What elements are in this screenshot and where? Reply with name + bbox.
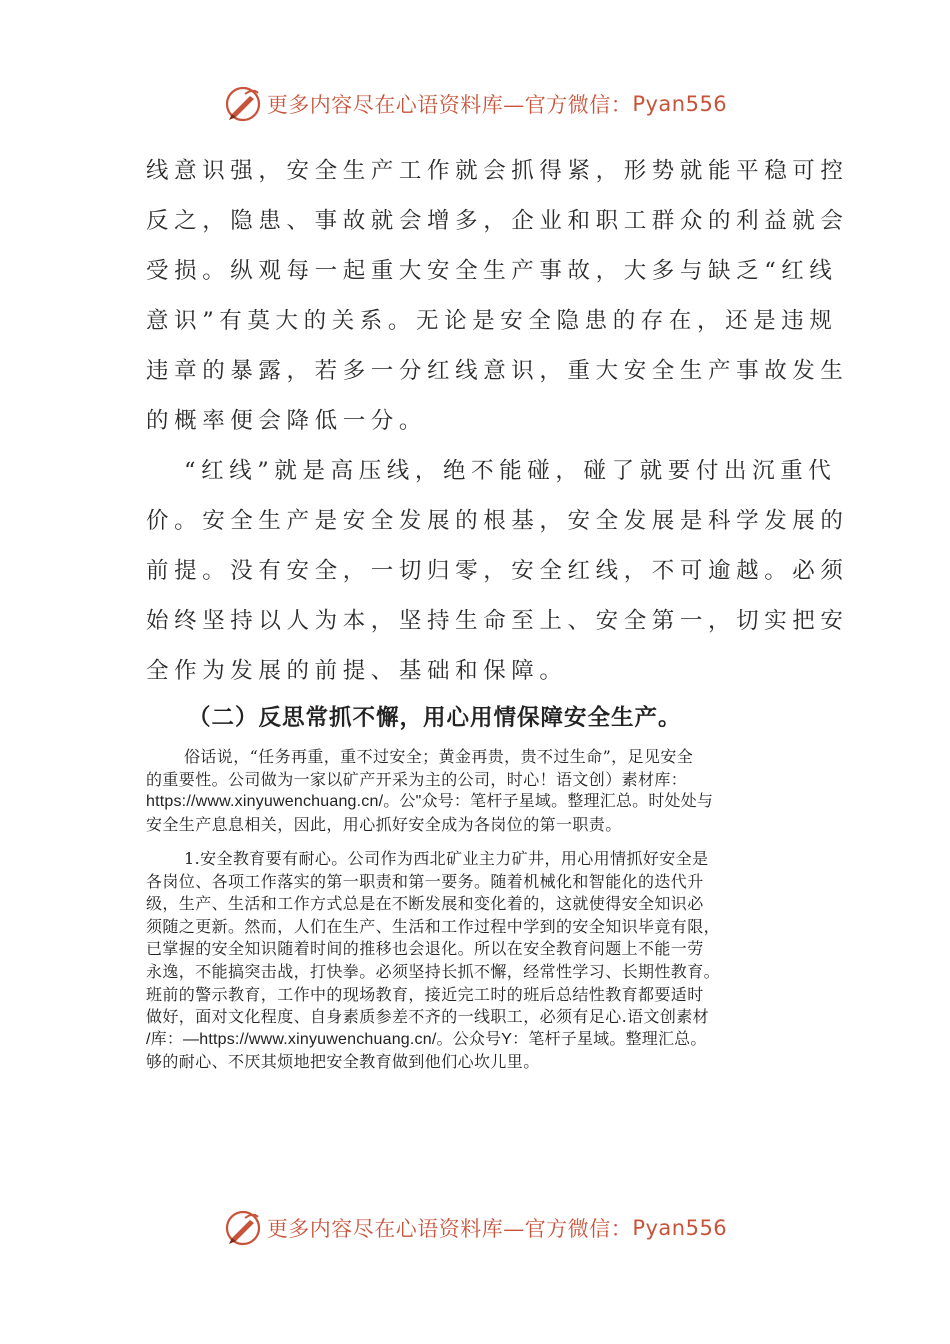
paragraph-3 bbox=[146, 746, 816, 836]
text-line: 各岗位、各项工作落实的第一职责和第一要务。随着机械化和智能化的迭代升 bbox=[146, 871, 704, 891]
paragraph-2 bbox=[146, 446, 849, 696]
text-line: 线意识强，安全生产工作就会抓得紧，形势就能平稳可控 bbox=[146, 158, 849, 184]
text-line: 受损。纵观每一起重大安全生产事故，大多与缺乏“红线 bbox=[146, 258, 838, 284]
text-line: 反之，隐患、事故就会增多，企业和职工群众的利益就会 bbox=[146, 208, 849, 234]
text-line: https://www.xinyuwenchuang.cn/。公"众号：笔杆子星域。整理汇总。时处处与 bbox=[146, 793, 714, 811]
text-line: 违章的暴露，若多一分红线意识，重大安全生产事故发生 bbox=[146, 358, 849, 384]
text-line: 意识”有莫大的关系。无论是安全隐患的存在，还是违规 bbox=[146, 308, 838, 334]
text-line: 班前的警示教育，工作中的现场教育，接近完工时的班后总结性教育都要适时 bbox=[146, 984, 704, 1004]
banner-text: 更多内容尽在心语资料库—官方微信： bbox=[266, 1217, 633, 1241]
text-line: 前提。没有安全，一切归零，安全红线，不可逾越。必须 bbox=[146, 558, 849, 584]
pen-logo-icon bbox=[223, 84, 263, 124]
header-banner bbox=[0, 84, 950, 124]
paragraph-1 bbox=[146, 146, 849, 446]
text-line: “红线”就是高压线，绝不能碰，碰了就要付出沉重代 bbox=[184, 458, 837, 484]
text-line: 永逸，不能搞突击战，打快拳。必须坚持长抓不懈，经常性学习、长期性教育。 bbox=[146, 961, 721, 981]
text-line: 的概率便会降低一分。 bbox=[146, 408, 428, 434]
text-line: 级，生产、生活和工作方式总是在不断发展和变化着的，这就使得安全知识必 bbox=[146, 894, 704, 914]
text-line: 俗话说，“任务再重，重不过安全；黄金再贵，贵不过生命”，足见安全 bbox=[184, 747, 694, 766]
text-line: 须随之更新。然而，人们在生产、生活和工作过程中学到的安全知识毕竟有限， bbox=[146, 916, 721, 936]
wechat-id: Pyan556 bbox=[632, 92, 728, 116]
footer-banner bbox=[0, 1208, 950, 1248]
text-line: 价。安全生产是安全发展的根基，安全发展是科学发展的 bbox=[146, 508, 849, 534]
wechat-id: Pyan556 bbox=[632, 1216, 728, 1240]
text-line: 1.安全教育要有耐心。公司作为西北矿业主力矿井，用心用情抓好安全是 bbox=[184, 849, 709, 868]
text-line: 已掌握的安全知识随着时间的推移也会退化。所以在安全教育问题上不能一劳 bbox=[146, 939, 704, 959]
banner-text: 更多内容尽在心语资料库—官方微信： bbox=[266, 93, 633, 117]
text-line: /库：—https://www.xinyuwenchuang.cn/。公众号Y：笔杆子星域。整理汇总。 bbox=[146, 1030, 707, 1048]
paragraph-4 bbox=[146, 848, 816, 1074]
text-line: 的重要性。公司做为一家以矿产开采为主的公司，时心！语文创）素材库： bbox=[146, 769, 688, 789]
text-line: 全作为发展的前提、基础和保障。 bbox=[146, 658, 568, 684]
text-line: 做好，面对文化程度、自身素质参差不齐的一线职工，必须有足心.语文创素材 bbox=[146, 1007, 710, 1027]
pen-logo-icon bbox=[223, 1208, 263, 1248]
section-heading: （二）反思常抓不懈，用心用情保障安全生产。 bbox=[188, 705, 682, 731]
text-line: 安全生产息息相关，因此，用心抓好安全成为各岗位的第一职责。 bbox=[146, 814, 622, 834]
text-line: 够的耐心、不厌其烦地把安全教育做到他们心坎儿里。 bbox=[146, 1052, 540, 1072]
text-line: 始终坚持以人为本，坚持生命至上、安全第一，切实把安 bbox=[146, 608, 849, 634]
